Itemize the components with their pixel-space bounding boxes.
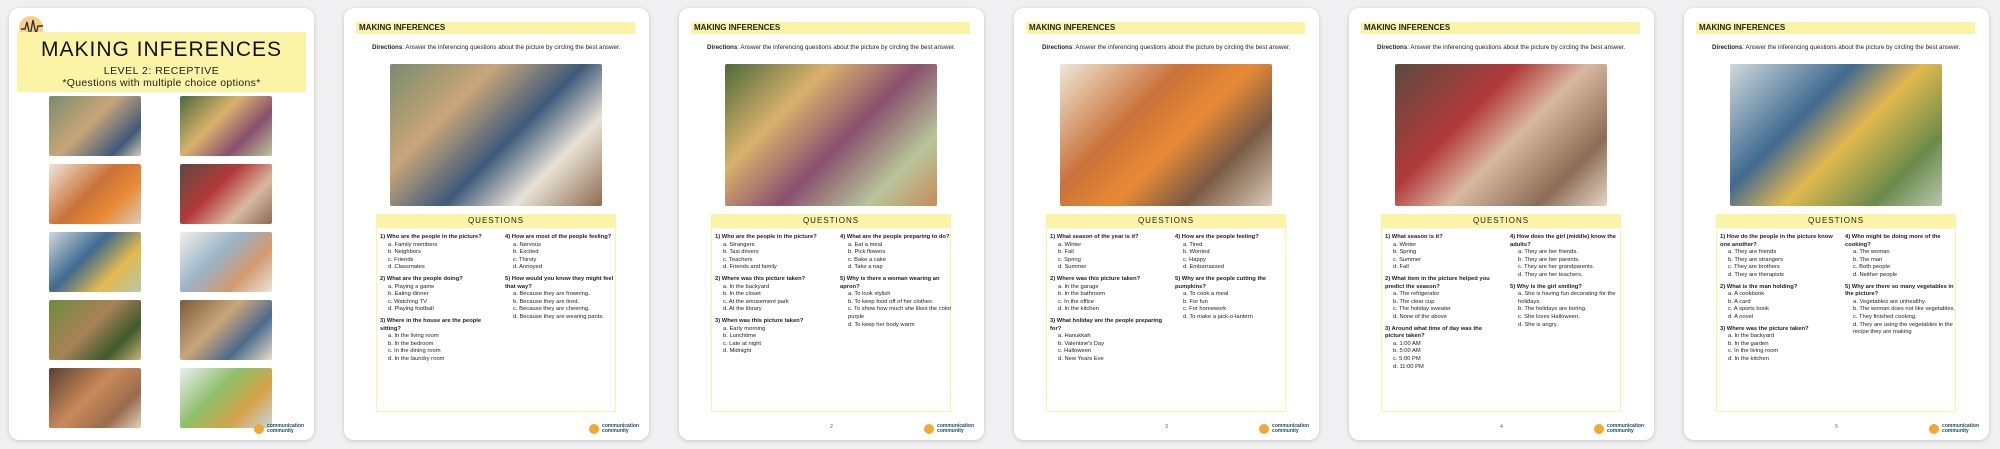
answer-option[interactable]: a. To cook a meal <box>1183 291 1229 298</box>
directions <box>372 44 622 52</box>
answer-option[interactable]: a. The refrigerator <box>1393 291 1440 298</box>
answer-option[interactable]: c. At the amusement park <box>723 298 789 305</box>
answer-option[interactable]: b. Fall <box>1058 249 1074 256</box>
directions <box>1377 44 1627 52</box>
answer-option[interactable]: b. They are strangers <box>1728 256 1783 263</box>
answer-option[interactable]: d. In the kitchen <box>1728 355 1769 362</box>
thumbnail-library <box>180 300 272 360</box>
directions-label: Directions <box>1042 44 1073 51</box>
directions-text: : Answer the inferencing questions about the picture by circling the best answer. <box>1072 44 1291 51</box>
scene-photo <box>1730 64 1942 206</box>
answer-option[interactable]: d. Classmates <box>388 264 425 271</box>
answer-option[interactable]: d. In the laundry room <box>388 355 445 362</box>
scene-photo <box>725 64 937 206</box>
answer-option[interactable]: c. In the dining room <box>388 348 441 355</box>
brand-sun-icon <box>1594 424 1604 434</box>
brand-logo <box>1929 424 1979 434</box>
answer-option[interactable]: a. They are her friends. <box>1518 249 1578 256</box>
thumbnail-holiday-baking <box>180 164 272 224</box>
page-number: 3 <box>1165 424 1168 430</box>
answer-option[interactable]: c. Late at night <box>723 340 762 347</box>
question-text: 1) Who are the people in the picture? <box>715 234 817 240</box>
thumbnail-garden-work <box>49 300 141 360</box>
answer-option[interactable]: a. Hanukkah <box>1058 333 1091 340</box>
answer-option[interactable]: d. New Years Eve <box>1058 355 1104 362</box>
answer-option[interactable]: d. They are her teachers. <box>1518 271 1583 278</box>
answer-option[interactable]: c. Spring <box>1058 256 1081 263</box>
answer-option[interactable]: d. Playing football <box>388 306 434 313</box>
question-text: 1) What season of the year is it? <box>1050 234 1139 240</box>
cover-page <box>9 8 314 440</box>
answer-option[interactable]: a. In the backyard <box>1728 333 1775 340</box>
answer-option[interactable]: b. A card <box>1728 298 1751 305</box>
answer-option[interactable]: c. They are her grandparents. <box>1518 264 1595 271</box>
answer-option[interactable]: d. In the kitchen <box>1058 306 1099 313</box>
brand-sun-icon <box>589 424 599 434</box>
answer-option[interactable]: d. They are using the vegetables in the recipe they are making <box>1853 321 1953 336</box>
answer-option[interactable]: a. In the backyard <box>723 283 770 290</box>
brand-logo <box>254 424 304 434</box>
cover-subtitle: LEVEL 2: RECEPTIVE <box>103 65 220 77</box>
questions-left-column <box>1050 234 1165 364</box>
question-text: 5) Why are the people cutting the pumpkins? <box>1175 275 1267 290</box>
answer-option[interactable]: a. In the living room <box>388 333 439 340</box>
questions-right-column <box>1845 234 1960 337</box>
brand-logo <box>1259 424 1309 434</box>
answer-option[interactable]: a. Early morning <box>723 325 766 332</box>
question-text: 2) Where was this picture taken? <box>1050 275 1141 282</box>
question-text: 4) How are most of the people feeling? <box>505 234 612 240</box>
brand-line2: community <box>1942 428 1969 434</box>
worksheet-page-4 <box>1349 8 1654 440</box>
questions-left-column <box>715 234 830 356</box>
question-text: 4) How are the people feeling? <box>1175 234 1259 240</box>
scene-photo <box>390 64 602 206</box>
answer-option[interactable]: c. The holiday sweater <box>1393 306 1451 313</box>
answer-option[interactable]: b. To keep food off of her clothes <box>848 298 932 305</box>
answer-option[interactable]: c. Bake a cake <box>848 256 887 263</box>
directions-text: : Answer the inferencing questions about the picture by circling the best answer. <box>1742 44 1961 51</box>
answer-option[interactable]: d. Neither people <box>1853 271 1898 278</box>
question-text: 5) How would you know they might feel that way? <box>505 275 614 290</box>
brand-sun-icon <box>1259 424 1269 434</box>
answer-option[interactable]: c. Watching TV <box>388 298 427 305</box>
answer-option[interactable]: c. Halloween <box>1058 348 1092 355</box>
cover-title: MAKING INFERENCES <box>40 38 283 61</box>
brand-line1: communication <box>937 423 974 429</box>
answer-option[interactable]: a. A cookbook <box>1728 291 1765 298</box>
answer-option[interactable]: b. Neighbors <box>388 249 421 256</box>
questions-right-column <box>1175 234 1290 322</box>
answer-option[interactable]: d. Friends and family <box>723 264 777 271</box>
answer-option[interactable]: d. To make a jack-o-lantern <box>1183 313 1253 320</box>
answer-option[interactable]: c. Happy <box>1183 256 1206 263</box>
answer-option[interactable]: d. 11:00 PM <box>1393 363 1424 370</box>
answer-option[interactable]: a. Eat a meal <box>848 241 883 248</box>
answer-option[interactable]: d. Annoyed <box>513 264 543 271</box>
question-text: 3) Where was the picture taken? <box>1720 325 1809 332</box>
answer-option[interactable]: b. In the closet <box>723 291 761 298</box>
question-text: 1) How do the people in the picture know one another? <box>1720 234 1833 248</box>
directions-label: Directions <box>1712 44 1743 51</box>
questions-right-column <box>505 234 620 322</box>
brand-line2: community <box>937 428 964 434</box>
answer-option[interactable]: b. Worried <box>1183 249 1210 256</box>
answer-option[interactable]: b. Pick flowers <box>848 249 886 256</box>
brand-logo <box>1594 424 1644 434</box>
answer-option[interactable]: a. Winter <box>1393 241 1417 248</box>
brand-line1: communication <box>1272 423 1309 429</box>
answer-option[interactable]: a. Tired <box>1183 241 1203 248</box>
brand-line2: community <box>267 428 294 434</box>
answer-option[interactable]: a. Family members <box>388 241 438 248</box>
answer-option[interactable]: b. Valentine's Day <box>1058 340 1105 347</box>
answer-option[interactable]: d. Embarrassed <box>1183 264 1224 271</box>
question-text: 2) What are the people doing? <box>380 275 463 282</box>
question-text: 2) What is the man holding? <box>1720 283 1798 290</box>
answer-option[interactable]: b. They are her parents. <box>1518 256 1580 263</box>
directions-label: Directions <box>372 44 403 51</box>
brand-line2: community <box>602 428 629 434</box>
answer-option[interactable]: d. At the library <box>723 306 762 313</box>
brand-line1: communication <box>1607 423 1644 429</box>
worksheet-header: MAKING INFERENCES <box>691 22 970 34</box>
question-text: 3) When was this picture taken? <box>715 317 804 324</box>
question-text: 1) Who are the people in the picture? <box>380 234 482 240</box>
cover-note: *Questions with multiple choice options* <box>62 77 261 89</box>
answer-option[interactable]: d. Take a nap <box>848 264 883 271</box>
brand-sun-icon <box>1929 424 1939 434</box>
brand-line2: community <box>1607 428 1634 434</box>
directions <box>1712 44 1962 52</box>
directions-label: Directions <box>1377 44 1408 51</box>
page-number: 4 <box>1500 424 1503 430</box>
brand-line1: communication <box>267 423 304 429</box>
thumbnail-kitchen-cooking <box>49 232 141 292</box>
answer-option[interactable]: c. To show how much she likes the color purple <box>848 306 952 320</box>
answer-option[interactable]: b. Spring <box>1393 249 1417 256</box>
questions-right-column <box>1510 234 1625 329</box>
answer-option[interactable]: b. The man <box>1853 256 1883 263</box>
thumbnail-pumpkin-carving <box>49 164 141 224</box>
answer-option[interactable]: b. Taxi drivers <box>723 249 759 256</box>
thumbnail-grocery-shopping <box>180 368 272 428</box>
answer-option[interactable]: c. 5:00 PM <box>1393 355 1421 362</box>
answer-option[interactable]: b. Excited <box>513 249 539 256</box>
answer-option[interactable]: a. To look stylish <box>848 291 891 298</box>
brand-line2: community <box>1272 428 1299 434</box>
answer-option[interactable]: c. She loves Halloween. <box>1518 313 1580 320</box>
brand-sun-icon <box>254 424 264 434</box>
answer-option[interactable]: a. 1:00 AM <box>1393 340 1421 347</box>
questions-heading: QUESTIONS <box>1046 214 1286 227</box>
answer-option[interactable]: c. A sports book <box>1728 306 1769 313</box>
answer-option[interactable]: b. In the bedroom <box>388 340 434 347</box>
worksheet-header: MAKING INFERENCES <box>1026 22 1305 34</box>
worksheet-page-3 <box>1014 8 1319 440</box>
scene-photo <box>1395 64 1607 206</box>
answer-option[interactable]: c. Both people <box>1853 264 1891 271</box>
answer-option[interactable]: c. Thirsty <box>513 256 537 263</box>
answer-option[interactable]: a. Vegetables are unhealthy. <box>1853 298 1927 305</box>
answer-option[interactable]: d. Fall <box>1393 264 1409 271</box>
answer-option[interactable]: c. In the office <box>1058 298 1094 305</box>
answer-option[interactable]: d. Because they are wearing pants. <box>513 313 604 320</box>
directions <box>707 44 957 52</box>
answer-option[interactable]: b. Because they are tired. <box>513 298 580 305</box>
question-text: 1) What season is it? <box>1385 234 1443 240</box>
answer-option[interactable]: c. Friends <box>388 256 414 263</box>
answer-option[interactable]: a. In the garage <box>1058 283 1099 290</box>
worksheet-page-2 <box>679 8 984 440</box>
answer-option[interactable]: c. They finished cooking. <box>1853 313 1917 320</box>
answer-option[interactable]: a. The woman <box>1853 249 1890 256</box>
answer-option[interactable]: b. The clear cup <box>1393 298 1435 305</box>
questions-heading: QUESTIONS <box>711 214 951 227</box>
question-text: 4) How does the girl (middle) know the adults? <box>1510 234 1616 248</box>
answer-option[interactable]: c. For homework <box>1183 306 1227 313</box>
answer-option[interactable]: b. In the garden <box>1728 340 1769 347</box>
questions-left-column <box>1385 234 1500 371</box>
questions-right-column <box>840 234 955 329</box>
thumbnail-reading-kids <box>49 368 141 428</box>
answer-option[interactable]: b. The holidays are boring. <box>1518 306 1587 313</box>
question-text: 4) What are the people preparing to do? <box>840 234 950 240</box>
question-text: 5) Why is the girl smiling? <box>1510 283 1582 290</box>
answer-option[interactable]: b. In the bathroom <box>1058 291 1106 298</box>
answer-option[interactable]: d. None of the above <box>1393 313 1447 320</box>
answer-option[interactable]: a. Because they are frowning. <box>513 291 590 298</box>
questions-heading: QUESTIONS <box>1716 214 1956 227</box>
page-number: 2 <box>830 424 833 430</box>
thumbnail-soccer-family <box>49 96 141 156</box>
questions-left-column <box>1720 234 1835 364</box>
answer-option[interactable]: a. Playing a game <box>388 283 435 290</box>
answer-option[interactable]: d. She is angry. <box>1518 321 1558 328</box>
brand-sun-icon <box>924 424 934 434</box>
question-text: 5) Why is there a woman wearing an apron? <box>840 275 940 290</box>
thumbnail-helping-hands <box>180 232 272 292</box>
questions-heading: QUESTIONS <box>376 214 616 227</box>
answer-option[interactable]: b. For fun <box>1183 298 1208 305</box>
questions-heading: QUESTIONS <box>1381 214 1621 227</box>
answer-option[interactable]: b. Eating dinner <box>388 291 429 298</box>
answer-option[interactable]: c. Summer <box>1393 256 1422 263</box>
answer-option[interactable]: c. Because they are cheering. <box>513 306 590 313</box>
answer-option[interactable]: b. Lunchtime <box>723 333 757 340</box>
brand-logo <box>589 424 639 434</box>
question-text: 3) Around what time of day was the picture taken? <box>1385 325 1483 340</box>
directions-label: Directions <box>707 44 738 51</box>
answer-option[interactable]: a. Nervous <box>513 241 542 248</box>
answer-option[interactable]: d. Midnight <box>723 348 752 355</box>
directions <box>1042 44 1292 52</box>
questions-left-column <box>380 234 495 364</box>
question-text: 3) What holiday are the people preparing for? <box>1050 317 1163 332</box>
brand-line1: communication <box>602 423 639 429</box>
answer-option[interactable]: b. 5:00 AM <box>1393 348 1421 355</box>
question-text: 2) What item in the picture helped you predict the season? <box>1385 275 1490 290</box>
answer-option[interactable]: d. They are therapists <box>1728 271 1784 278</box>
question-text: 4) Who might be doing more of the cooking? <box>1845 234 1941 248</box>
brand-logo <box>924 424 974 434</box>
question-text: 2) Where was this picture taken? <box>715 275 806 282</box>
worksheet-header: MAKING INFERENCES <box>356 22 635 34</box>
answer-option[interactable]: c. Teachers <box>723 256 753 263</box>
answer-option[interactable]: d. To keep her body warm <box>848 321 915 328</box>
answer-option[interactable]: b. The woman does not like vegetables. <box>1853 306 1956 313</box>
answer-option[interactable]: a. They are friends <box>1728 249 1777 256</box>
worksheet-header: MAKING INFERENCES <box>1696 22 1975 34</box>
answer-option[interactable]: a. She is having fun decorating for the holidays. <box>1518 291 1616 305</box>
worksheet-header: MAKING INFERENCES <box>1361 22 1640 34</box>
question-text: 5) Why are there so many vegetables in the picture? <box>1845 283 1954 298</box>
brand-line1: communication <box>1942 423 1979 429</box>
answer-option[interactable]: d. Summer <box>1058 264 1087 271</box>
thumbnail-outdoor-meal <box>180 96 272 156</box>
scene-photo <box>1060 64 1272 206</box>
page-number: 5 <box>1835 424 1838 430</box>
cover-title-block <box>17 32 306 92</box>
answer-option[interactable]: d. A novel <box>1728 313 1754 320</box>
answer-option[interactable]: a. Strangers <box>723 241 755 248</box>
directions-text: : Answer the inferencing questions about the picture by circling the best answer. <box>737 44 956 51</box>
directions-text: : Answer the inferencing questions about the picture by circling the best answer. <box>1407 44 1626 51</box>
answer-option[interactable]: c. In the living room <box>1728 348 1779 355</box>
worksheet-page-5 <box>1684 8 1989 440</box>
worksheet-page-1 <box>344 8 649 440</box>
answer-option[interactable]: c. They are brothers <box>1728 264 1780 271</box>
answer-option[interactable]: a. Winter <box>1058 241 1082 248</box>
question-text: 3) Where in the house are the people sitting? <box>380 317 482 332</box>
directions-text: : Answer the inferencing questions about the picture by circling the best answer. <box>402 44 621 51</box>
